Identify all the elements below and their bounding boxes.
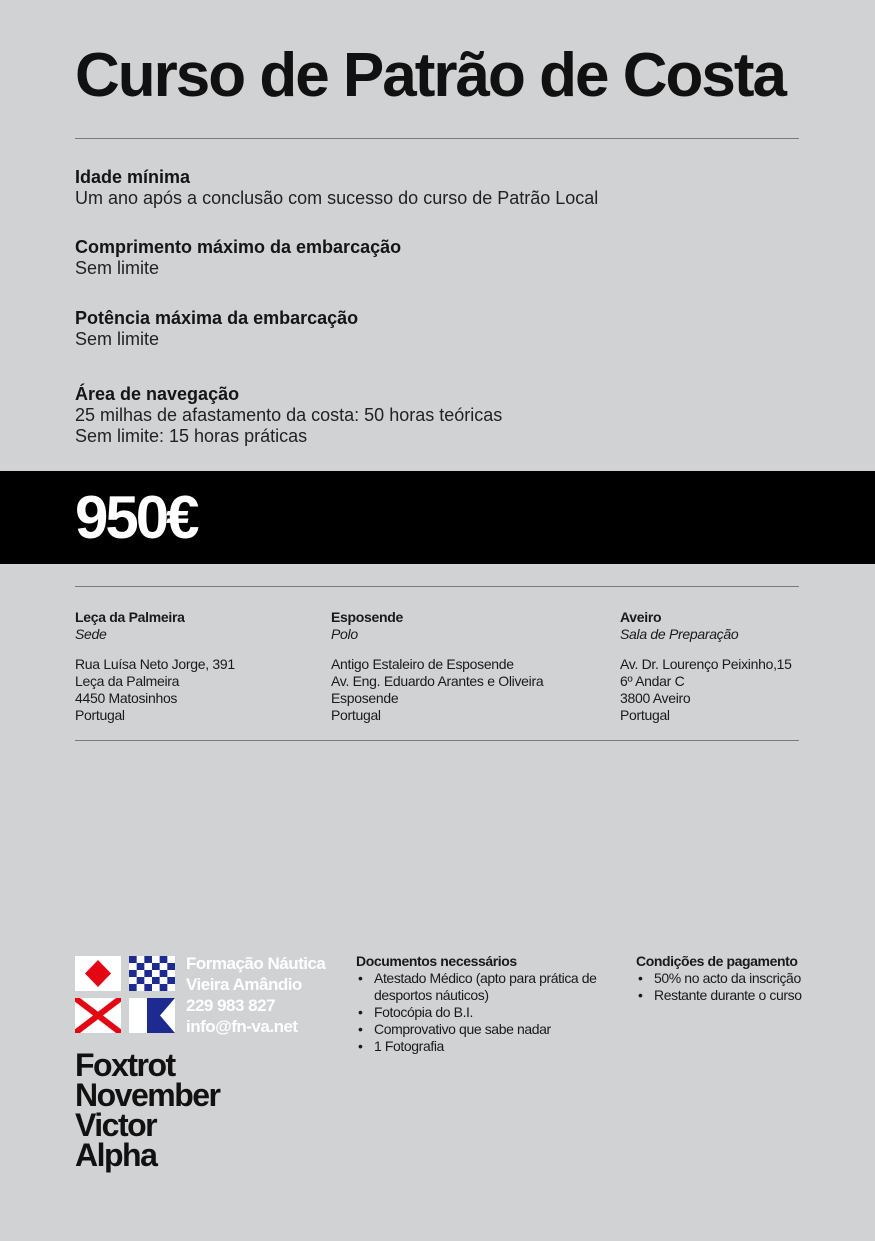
signal-flags-logo	[75, 956, 175, 1033]
location-esposende	[331, 609, 543, 724]
divider	[75, 586, 799, 587]
november-flag-icon	[129, 956, 175, 991]
address-line: Portugal	[75, 707, 125, 723]
callsign-word: Victor	[75, 1107, 157, 1143]
spec-max-power	[75, 308, 795, 350]
list-item: • 50% no acto da inscrição	[636, 970, 836, 987]
documents-section	[356, 953, 611, 1055]
address-line: 4450 Matosinhos	[75, 690, 178, 706]
price-band	[0, 471, 875, 564]
address-line: Av. Dr. Lourenço Peixinho,15	[620, 656, 792, 672]
spec-label: Área de navegação	[75, 384, 240, 404]
callsign-word: November	[75, 1077, 220, 1113]
brand-block	[186, 953, 325, 1037]
address-line: 3800 Aveiro	[620, 690, 691, 706]
address-line: Leça da Palmeira	[75, 673, 180, 689]
location-type: Sede	[75, 626, 107, 642]
location-address	[75, 656, 235, 724]
list-item: • Restante durante o curso	[636, 987, 836, 1004]
spec-label: Idade mínima	[75, 167, 191, 187]
spec-value: Um ano após a conclusão com sucesso do curso de Patrão Local	[75, 188, 599, 208]
divider	[75, 740, 799, 741]
foxtrot-flag-icon	[75, 956, 121, 991]
spec-max-length	[75, 237, 795, 279]
payment-title: Condições de pagamento	[636, 953, 798, 969]
brand-email[interactable]: info@fn-va.net	[186, 1017, 298, 1036]
address-line: Portugal	[331, 707, 381, 723]
address-line: Antigo Estaleiro de Esposende	[331, 656, 514, 672]
payment-section	[636, 953, 836, 1004]
callsign-word: Alpha	[75, 1137, 157, 1173]
divider	[75, 138, 799, 139]
location-address	[331, 656, 543, 724]
spec-value: Sem limite	[75, 329, 160, 349]
documents-list	[356, 970, 611, 1055]
list-item: • Fotocópia do B.I.	[356, 1004, 611, 1021]
callsign-wordmark	[75, 1047, 220, 1173]
list-item: • 1 Fotografia	[356, 1038, 611, 1055]
page-title: Curso de Patrão de Costa	[75, 41, 785, 110]
spec-label: Potência máxima da embarcação	[75, 308, 359, 328]
address-line: Av. Eng. Eduardo Arantes e Oliveira	[331, 673, 544, 689]
spec-navigation-area	[75, 384, 795, 447]
location-name: Esposende	[331, 609, 403, 625]
location-aveiro	[620, 609, 792, 724]
documents-title: Documentos necessários	[356, 953, 517, 969]
spec-value: Sem limite	[75, 258, 160, 278]
spec-value: Sem limite: 15 horas práticas	[75, 426, 308, 446]
location-name: Aveiro	[620, 609, 662, 625]
brand-phone[interactable]: 229 983 827	[186, 996, 276, 1015]
address-line: Portugal	[620, 707, 670, 723]
spec-value: 25 milhas de afastamento da costa: 50 horas teóricas	[75, 405, 503, 425]
alpha-flag-icon	[129, 998, 175, 1033]
victor-flag-icon	[75, 998, 121, 1033]
brand-name: Formação Náutica	[186, 954, 326, 973]
list-item: • Atestado Médico (apto para prática de desportos náuticos)	[356, 970, 611, 1004]
location-address	[620, 656, 792, 724]
spec-min-age	[75, 167, 795, 209]
address-line: 6º Andar C	[620, 673, 685, 689]
list-item: • Comprovativo que sabe nadar	[356, 1021, 611, 1038]
brand-name: Vieira Amândio	[186, 975, 302, 994]
callsign-word: Foxtrot	[75, 1047, 175, 1083]
location-name: Leça da Palmeira	[75, 609, 185, 625]
payment-list	[636, 970, 836, 1004]
address-line: Esposende	[331, 690, 399, 706]
course-price: 950€	[75, 484, 197, 551]
location-type: Sala de Preparação	[620, 626, 739, 642]
location-type: Polo	[331, 626, 358, 642]
address-line: Rua Luísa Neto Jorge, 391	[75, 656, 235, 672]
location-leca	[75, 609, 235, 724]
spec-label: Comprimento máximo da embarcação	[75, 237, 402, 257]
